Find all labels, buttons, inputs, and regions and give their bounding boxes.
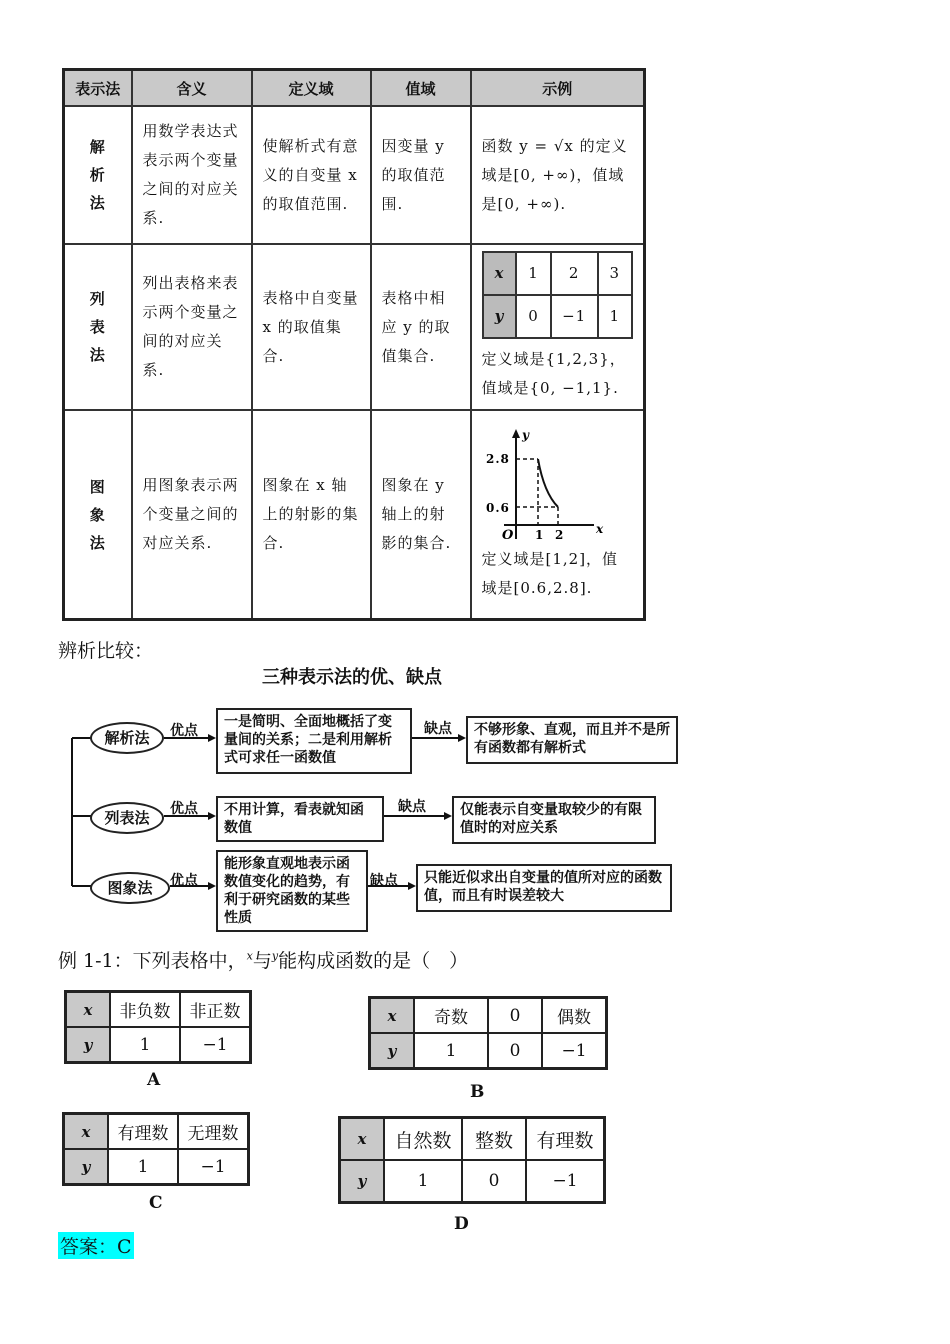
x-tick-label: 2 bbox=[554, 527, 564, 542]
table-header-row bbox=[64, 70, 645, 107]
pros-label: 优点 bbox=[170, 801, 198, 817]
subheading: 辨析比较： bbox=[58, 640, 154, 662]
option-table-c: x 有理数 无理数 y 1 −1 bbox=[62, 1112, 250, 1186]
header-range: 值域 bbox=[371, 70, 471, 107]
example-cell bbox=[471, 244, 645, 410]
answer: 答案：C bbox=[58, 1232, 134, 1259]
option-table-b: x 奇数 0 偶数 y 1 0 −1 bbox=[368, 996, 608, 1070]
pros-box: 能形象直观地表示函数值变化的趋势，有利于研究函数的某些性质 bbox=[216, 850, 368, 932]
meaning-cell: 列出表格来表示两个变量之间的对应关系. bbox=[132, 244, 252, 410]
option-label-d: D bbox=[454, 1214, 469, 1234]
table-row bbox=[64, 244, 645, 410]
pros-box: 不用计算，看表就知函数值 bbox=[216, 796, 384, 842]
example-text: 定义域是[1,2]，值域是[0.6,2.8]. bbox=[481, 549, 619, 597]
method-cell: 列 表 法 bbox=[64, 244, 132, 410]
option-table-d: x 自然数 整数 有理数 y 1 0 −1 bbox=[338, 1116, 606, 1204]
method-cell: 图 象 法 bbox=[64, 410, 132, 620]
method-node-analytic: 解析法 bbox=[90, 722, 164, 754]
header-meaning: 含义 bbox=[132, 70, 252, 107]
range-cell: 表格中相应 y 的取值集合. bbox=[371, 244, 471, 410]
method-cell: 解 析 法 bbox=[64, 106, 132, 244]
domain-cell: 表格中自变量 x 的取值集合. bbox=[252, 244, 371, 410]
x-tick-label: 1 bbox=[534, 527, 544, 542]
example-cell bbox=[471, 410, 645, 620]
header-method: 表示法 bbox=[64, 70, 132, 107]
x-axis-label: x bbox=[595, 521, 604, 536]
range-cell: 图象在 y 轴上的射影的集合. bbox=[371, 410, 471, 620]
method-node-list: 列表法 bbox=[90, 802, 164, 834]
example-text: 定义域是{1,2,3}，值域是{0, −1,1}. bbox=[481, 350, 626, 397]
cons-box: 只能近似求出自变量的值所对应的函数值，而且有时误差较大 bbox=[416, 864, 672, 912]
example-graph bbox=[482, 427, 612, 545]
meaning-cell: 用数学表达式表示两个变量之间的对应关系. bbox=[132, 106, 252, 244]
domain-cell: 图象在 x 轴上的射影的集合. bbox=[252, 410, 371, 620]
function-curve bbox=[538, 459, 558, 507]
pros-label: 优点 bbox=[170, 873, 198, 889]
cons-label: 缺点 bbox=[424, 721, 452, 737]
table-row bbox=[64, 410, 645, 620]
y-tick-label: 0.6 bbox=[485, 500, 510, 515]
representation-table bbox=[62, 68, 646, 621]
cons-label: 缺点 bbox=[398, 799, 426, 815]
meaning-cell: 用图象表示两个变量之间的对应关系. bbox=[132, 410, 252, 620]
y-tick-label: 2.8 bbox=[485, 451, 510, 466]
option-label-b: B bbox=[470, 1082, 485, 1102]
method-node-graph: 图象法 bbox=[90, 872, 170, 904]
question-text: 例 1-1：下列表格中，$^x$与$^y$能构成函数的是（ ） bbox=[58, 949, 469, 972]
origin-label: O bbox=[501, 527, 514, 543]
example-mini-table: x 1 2 3 y 0 −1 1 bbox=[482, 251, 634, 339]
option-label-c: C bbox=[149, 1193, 163, 1213]
cons-box: 仅能表示自变量取较少的有限值时的对应关系 bbox=[452, 796, 656, 844]
y-axis-label: y bbox=[521, 427, 530, 442]
cons-box: 不够形象、直观，而且并不是所有函数都有解析式 bbox=[466, 716, 678, 764]
cons-label: 缺点 bbox=[370, 873, 398, 889]
table-row bbox=[64, 106, 645, 244]
pros-box: 一是简明、全面地概括了变量间的关系；二是利用解析式可求任一函数值 bbox=[216, 708, 412, 774]
option-label-a: A bbox=[147, 1070, 161, 1090]
option-table-a: x 非负数 非正数 y 1 −1 bbox=[64, 990, 252, 1064]
example-cell: 函数 y = √x 的定义域是[0, +∞)，值域是[0, +∞). bbox=[471, 106, 645, 244]
header-example: 示例 bbox=[471, 70, 645, 107]
header-domain: 定义域 bbox=[252, 70, 371, 107]
diagram-title: 三种表示法的优、缺点 bbox=[262, 667, 442, 688]
y-axis-arrow bbox=[512, 429, 520, 438]
domain-cell: 使解析式有意义的自变量 x 的取值范围. bbox=[252, 106, 371, 244]
pros-label: 优点 bbox=[170, 723, 198, 739]
range-cell: 因变量 y 的取值范围. bbox=[371, 106, 471, 244]
